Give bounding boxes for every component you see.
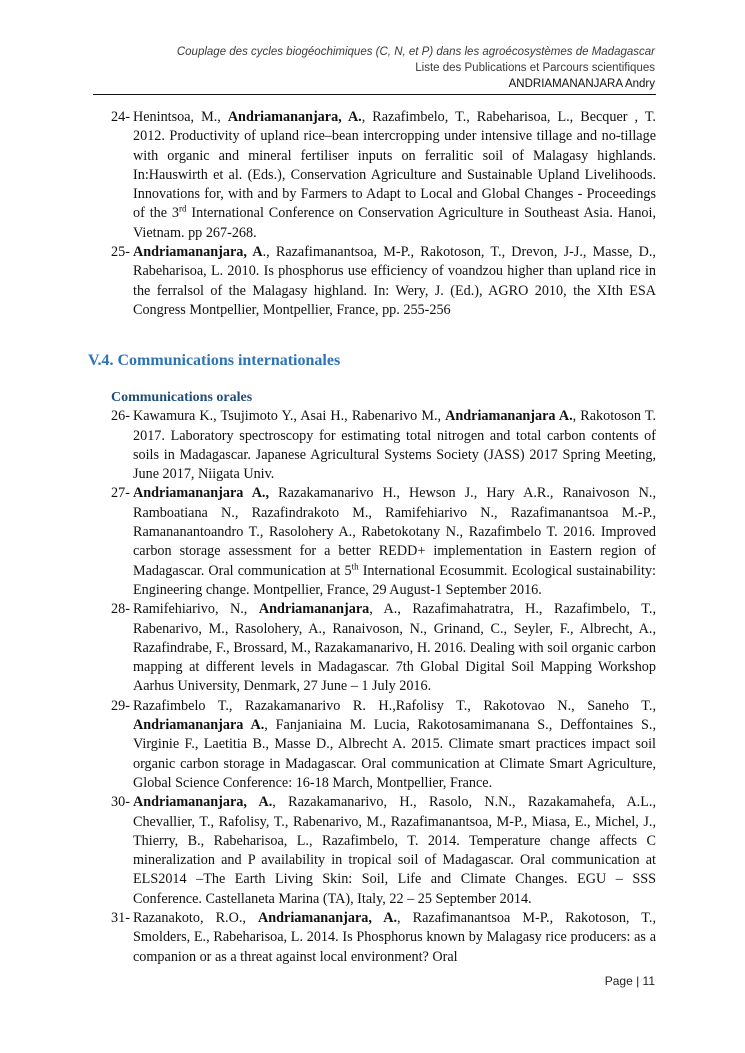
reference-text: ., Razafimanantsoa, M-P., Rakotoson, T., Drevon, J-J., Masse, D., Rabeharisoa, L. 2010. Is phosphorus use efficiency of voandzou higher than upland rice in the ferralsol of the Malagasy highland. In: Wery, J. (Ed.), AGRO 2010, the XIth ESA Congress Montpellier, Montpellier, France, pp. 255-256 [133,244,656,318]
reference-item [111,484,656,600]
reference-number: 25- [111,244,130,261]
header-document-title: Couplage des cycles biogéochimiques (C, N, et P) dans les agroécosystèmes de Madagascar [176,46,655,58]
reference-text: , Razafimbelo, T., Rabeharisoa, L., Becquer , T. 2012. Productivity of upland rice–bean intercropping under intensive tillage and no-tillage with organic and mineral fertiliser inputs on ferralitic soil of Malagasy highlands. In:Hauswirth et al. (Eds.), Conservation Agriculture and Sustainable Upland Livelihoods. Innovations for, with and by Farmers to Adapt to Local and Global Changes - Proceedings of the 3 [133,109,656,222]
page-header [55,44,655,92]
subsection-title: Communications orales [111,390,253,406]
reference-item [111,600,657,696]
reference-author-highlight: Andriamananjara, A [133,244,263,261]
reference-ordinal-suffix: th [351,560,359,571]
reference-authors-before: Kawamura K., Tsujimoto Y., Asai H., Rabenarivo M., [133,408,446,425]
reference-author-highlight: Andriamananjara, A. [227,109,362,125]
reference-authors-before: Henintsoa, M., [133,109,228,125]
reference-list-proceedings [0,108,745,320]
page-body [0,108,745,967]
reference-item [111,793,656,909]
reference-authors-before: Razafimbelo T., Razakamanarivo R. H.,Rafolisy T., Rakotovao N., Saneho T., [133,697,656,714]
reference-number: 30- [111,794,130,811]
reference-text-end: International Ecosummit. Ecological sustainability: Engineering change. Montpellier, France, 29 August-1 September 2016. [133,562,656,598]
reference-text: , A., Razafimahatratra, H., Razafimbelo, T., Rabenarivo, M., Rasolohery, A., Ranaivoson, N., Grinand, C., Seyler, F., Albrecht, A., Razafindrabe, F., Brossard, M., Razakamanarivo, H. 2016. Dealing with soil organic carbon mapping at different levels in Madagascar. 7th Global Digital Soil Mapping Workshop Aarhus University, Denmark, 27 June – 1 July 2016. [133,601,657,695]
reference-number: 29- [111,697,130,714]
reference-author-highlight: Andriamananjara A. [445,408,573,425]
reference-authors-before: Ramifehiarivo, N., [133,601,259,618]
reference-text: , Fanjaniaina M. Lucia, Rakotosamimanana S., Deffontaines S., Virginie F., Laetitia B., Masse D., Albrecht A. 2015. Climate smart practices impact soil organic carbon storage in Madagascar. Oral communication at Climate Smart Agriculture, Global Science Conference: 16-18 March, Montpellier, France. [133,717,656,791]
reference-number: 24- [111,109,130,125]
reference-item [111,108,656,243]
reference-item [111,243,656,320]
reference-list-oral [0,407,745,967]
reference-item [111,697,656,793]
reference-item [111,407,656,484]
reference-author-highlight: Andriamananjara [258,601,370,618]
reference-text: , Rakotoson T. 2017. Laboratory spectroscopy for estimating total nitrogen and total carbon contents of soils in Madagascar. Japanese Agricultural Systems Society (JASS) 2017 Spring Meeting, June 2017, Niigata Univ. [133,408,656,483]
header-rule [93,94,656,95]
reference-text: , Razafimanantsoa M-P., Rakotoson, T., Smolders, E., Rabeharisoa, L. 2014. Is Phosphorus known by Malagasy rice producers: as a companion or as a threat against local environment? Oral [133,909,656,965]
header-subtitle: Liste des Publications et Parcours scientifiques [415,62,655,74]
reference-number: 27- [111,485,130,502]
reference-author-highlight: Andriamananjara, A. [133,794,273,811]
reference-text: Razakamanarivo H., Hewson J., Hary A.R., Ranaivoson N., Ramboatiana N., Razafindrakoto M., Ramifehiarivo N., Razafimanantsoa M.-P., Ramananantoandro T., Rasolohery A., Rabetokotany N., Razafimbelo T. 2016. Improved carbon storage assessment for a better REDD+ implementation in Eastern region of Madagascar. Oral communication at 5 [133,485,656,579]
reference-text: , Razakamanarivo, H., Rasolo, N.N., Razakamahefa, A.L., Chevallier, T., Rafolisy, T., Rabenarivo, M., Razafimanantsoa, M-P., Miasa, E., Michel, J., Thierry, B., Rabeharisoa, L., Razafimbelo, T. 2014. Temperature change affects C mineralization and P availability in tropical soil of Madagascar. Oral communication at ELS2014 –The Earth Living Skin: Soil, Life and Climate Changes. EGU – SSS Conference. Castellaneta Marina (TA), Italy, 22 – 25 September 2014. [133,794,656,907]
header-author: ANDRIAMANANJARA Andry [508,78,655,90]
section-title: V.4. Communications internationales [88,352,341,370]
reference-number: 28- [111,601,130,618]
reference-author-highlight: Andriamananjara A. [133,717,265,734]
reference-number: 26- [111,408,130,425]
reference-item [111,909,656,967]
page-number: Page | 11 [604,974,655,988]
reference-ordinal-suffix: rd [179,203,187,214]
reference-author-highlight: Andriamananjara, A. [258,909,398,926]
reference-text-end: International Conference on Conservation Agriculture in Southeast Asia. Hanoi, Vietnam. pp 267-268. [133,205,656,241]
reference-authors-before: Razanakoto, R.O., [133,909,259,926]
reference-author-highlight: Andriamananjara A., [133,485,270,502]
reference-number: 31- [111,909,130,926]
